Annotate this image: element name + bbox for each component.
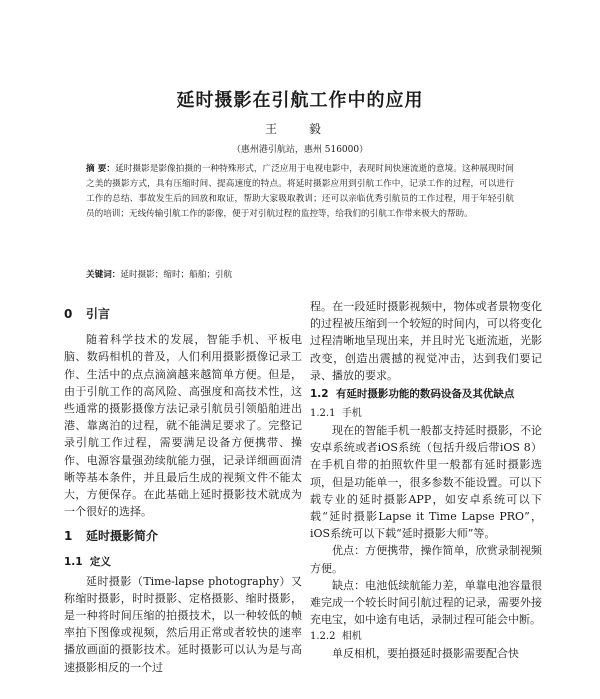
author-name: 王 毅 — [265, 122, 335, 136]
subsubsection-heading-camera — [310, 628, 542, 645]
affiliation: （惠州港引航站，惠州 516000） — [231, 145, 369, 155]
subsubsection-heading-phone — [310, 405, 542, 422]
subsubsection-number: 1.2.1 — [310, 408, 336, 420]
paragraph: 现在的智能手机一般都支持延时摄影，不论安卓系统或者iOS系统（包括升级后带iOS 8）在手机自带的拍照软件里一般都有延时摄影选项，但是功能单一，很多参数不能设置。可以下载专业的延时摄影APP，如安卓系统可以下载“延时摄影Lapse it Time Lapse PRO”，iOS系统可以下载“延时摄影大师”等。 — [310, 424, 542, 541]
subsubsection-title: 相机 — [341, 631, 362, 643]
subsection-number: 1.1 — [64, 555, 83, 568]
right-column — [310, 298, 542, 663]
paragraph: 单反相机，要拍摄延时摄影需要配合快 — [332, 647, 519, 661]
paragraph: 随着科学技术的发展，智能手机、平板电脑、数码相机的普及，人们利用摄影摄像记录工作、生活中的点点滴滴越来越简单方便。但是，由于引航工作的高风险、高强度和高技术性，这些通常的摄影摄像方法记录引航员引领船舶进出港、靠离泊的过程，就不能满足要求了。完整记录引航工作过程，需要满足设备方便携带、操作、电源容量强劲续航能力强，记录详细画面清晰等基本条件，并且最后生成的视频文件不能太大，方便保存。在此基础上延时摄影技术就成为一个很好的选择。 — [64, 333, 302, 519]
paragraph: 缺点：电池低续航能力差，单靠电池容量很难完成一个较长时间引航过程的记录，需要外接充电宝，如中途有电话，录制过程可能会中断。 — [310, 578, 542, 627]
subsection-heading-definition — [64, 554, 302, 571]
paragraph: 程。在一段延时摄影视频中，物体或者景物变化的过程被压缩到一个较短的时间内，可以将变化过程清晰地呈现出来，并且时光飞逝流逝，光影改变，创造出震撼的视觉冲击，达到我们要记录、播放的要求。 — [310, 300, 542, 382]
subsection-heading-devices — [310, 386, 542, 403]
abstract-text: 延时摄影是影像拍摄的一种特殊形式，广泛应用于电视电影中，表现时间快速流逝的意境。这种展现时间之美的摄影方式，具有压缩时间、提高速度的特点。将延时摄影应用到引航工作中，记录工作的过程，可以进行工作的总结、事故发生后的回放和取证，帮助大家吸取教训；还可以亲临优秀引航员的工作过程，用于年轻引航员的培训；无线传输引航工作的影像，便于对引航过程的监控等，给我们的引航工作带来极大的帮助。 — [86, 164, 514, 219]
abstract-label: 摘 要： — [86, 164, 116, 174]
subsection-title: 定义 — [89, 555, 111, 568]
section-number: 1 — [64, 529, 73, 544]
keywords — [86, 268, 514, 280]
section-title: 延时摄影简介 — [86, 529, 159, 544]
subsubsection-title: 手机 — [341, 408, 362, 420]
subsection-title: 有延时摄影功能的数码设备及其优缺点 — [335, 388, 515, 401]
paper-title: 延时摄影在引航工作中的应用 — [176, 90, 424, 111]
abstract — [86, 162, 514, 222]
section-heading-introduction — [64, 306, 302, 323]
left-column — [64, 298, 302, 676]
keywords-label: 关键词： — [86, 270, 121, 280]
section-heading-timelapse-intro — [64, 528, 302, 545]
section-number: 0 — [64, 307, 73, 321]
paragraph: 优点：方便携带，操作简单，欣赏录制视频方便。 — [310, 544, 542, 575]
keywords-text: 延时摄影；缩时；船舶；引航 — [120, 270, 233, 280]
paragraph: 延时摄影（Time-lapse photography）又称缩时摄影，时时摄影、定格摄影、缩时摄影，是一种将时间压缩的拍摄技术，以一种较低的帧率拍下图像或视频，然后用正常或者较快的速率播放画面的摄影技术。延时摄影可以认为是与高速摄影相反的一个过 — [64, 574, 302, 674]
subsection-number: 1.2 — [310, 388, 329, 401]
subsubsection-number: 1.2.2 — [310, 631, 336, 643]
section-title: 引言 — [86, 307, 111, 321]
